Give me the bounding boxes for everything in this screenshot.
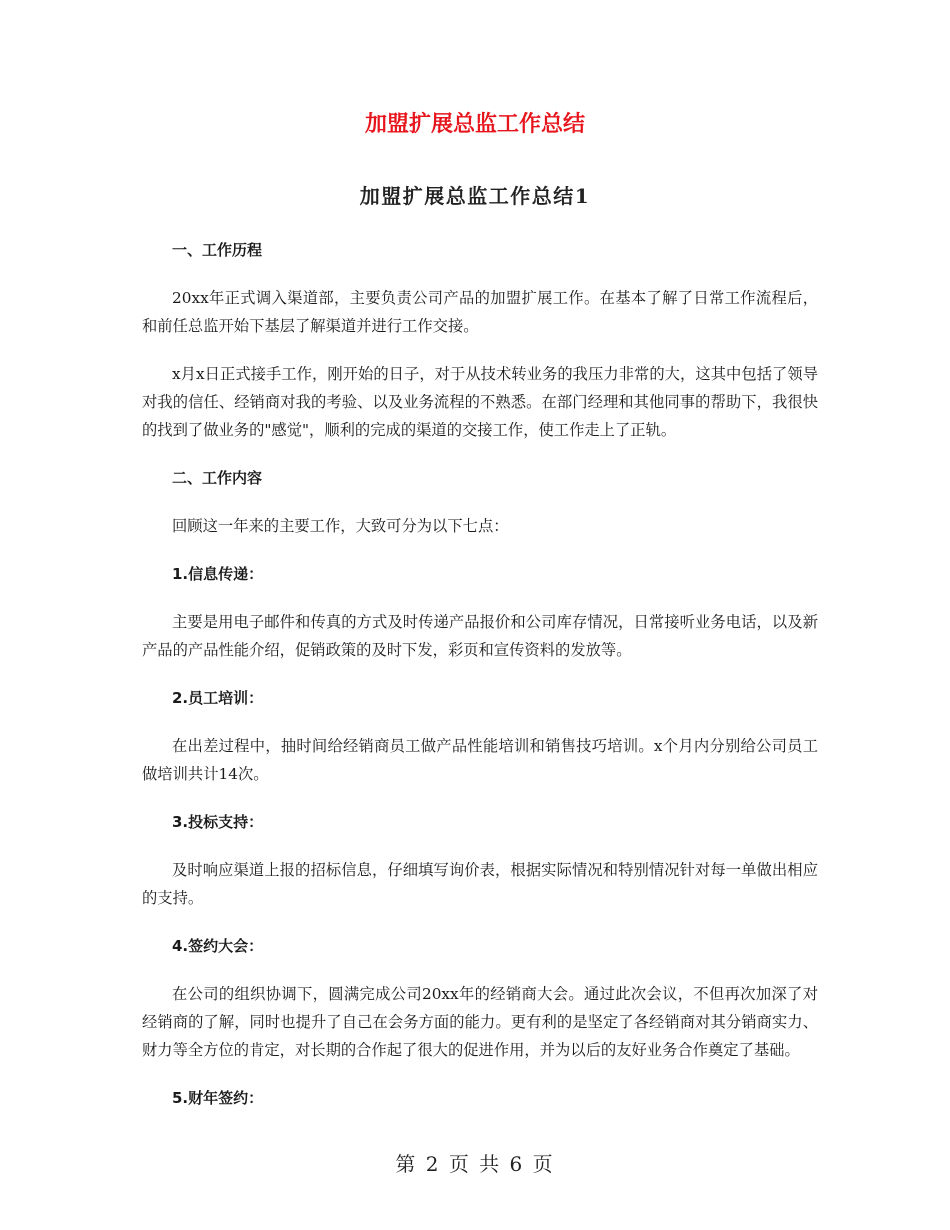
section-heading-work-content: 二、工作内容 — [172, 469, 263, 487]
document-title: 加盟扩展总监工作总结 — [364, 112, 585, 137]
subheading-info-transfer: 1.信息传递： — [172, 565, 264, 583]
subheading-signing-conference: 4.签约大会： — [172, 937, 264, 955]
paragraph: 在出差过程中，抽时间给经销商员工做产品性能培训和销售技巧培训。x个月内分别给公司员工做培训共计14次。 — [142, 737, 818, 783]
document-subtitle: 加盟扩展总监工作总结1 — [359, 184, 591, 208]
subheading-staff-training: 2.员工培训： — [172, 689, 264, 707]
subheading-fiscal-signing: 5.财年签约： — [172, 1089, 264, 1107]
document-body — [142, 236, 818, 1132]
paragraph: x月x日正式接手工作，刚开始的日子，对于从技术转业务的我压力非常的大，这其中包括了领导对我的信任、经销商对我的考验、以及业务流程的不熟悉。在部门经理和其他同事的帮助下，我很快的找到了做业务的"感觉"，顺利的完成的渠道的交接工作，使工作走上了正轨。 — [142, 365, 818, 439]
page-number-footer: 第 2 页 共 6 页 — [395, 1152, 555, 1176]
paragraph: 回顾这一年来的主要工作，大致可分为以下七点： — [172, 517, 509, 535]
section-heading-work-history: 一、工作历程 — [172, 241, 263, 259]
paragraph: 及时响应渠道上报的招标信息，仔细填写询价表，根据实际情况和特别情况针对每一单做出相应的支持。 — [142, 861, 818, 907]
paragraph: 20xx年正式调入渠道部，主要负责公司产品的加盟扩展工作。在基本了解了日常工作流程后，和前任总监开始下基层了解渠道并进行工作交接。 — [142, 289, 818, 335]
paragraph: 在公司的组织协调下，圆满完成公司20xx年的经销商大会。通过此次会议，不但再次加深了对经销商的了解，同时也提升了自己在会务方面的能力。更有利的是坚定了各经销商对其分销商实力、财力等全方位的肯定，对长期的合作起了很大的促进作用，并为以后的友好业务合作奠定了基础。 — [142, 985, 818, 1059]
subheading-bid-support: 3.投标支持： — [172, 813, 264, 831]
paragraph: 主要是用电子邮件和传真的方式及时传递产品报价和公司库存情况，日常接听业务电话，以及新产品的产品性能介绍，促销政策的及时下发，彩页和宣传资料的发放等。 — [142, 613, 818, 659]
